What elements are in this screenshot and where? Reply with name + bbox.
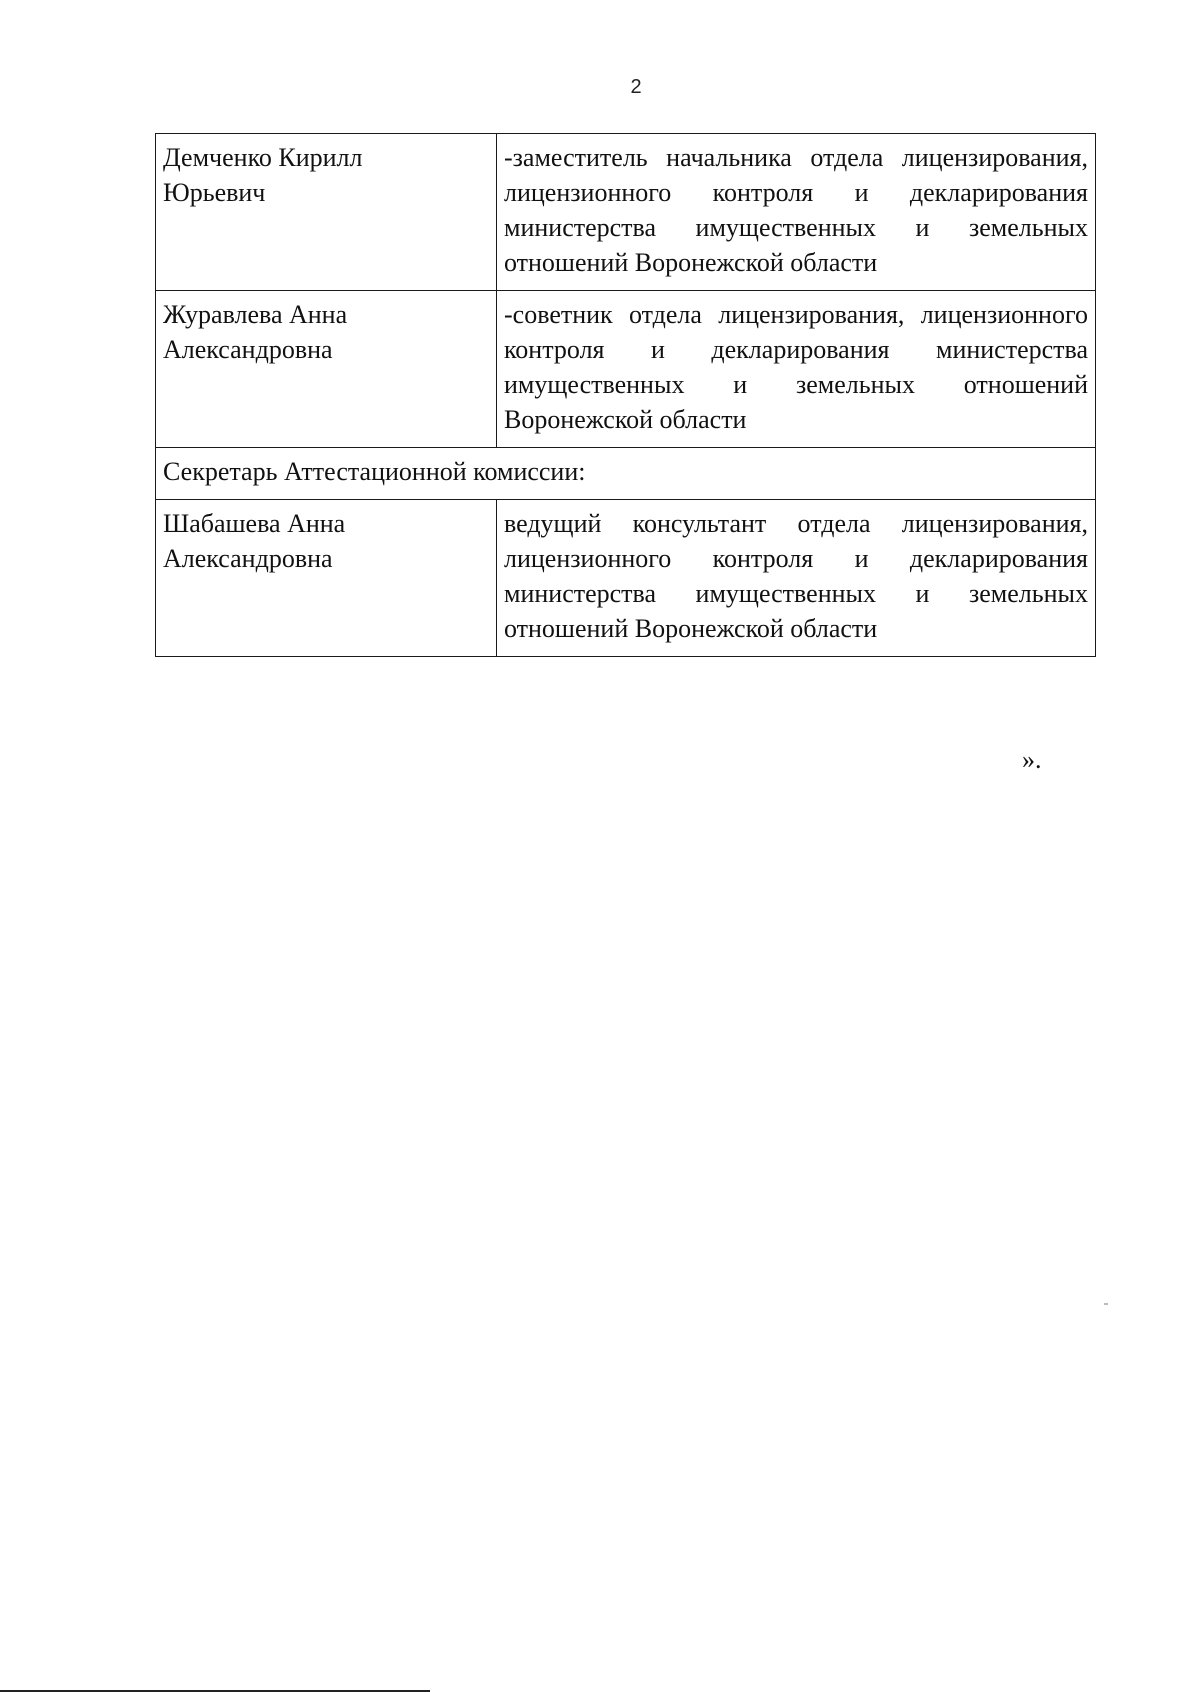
member-name-line: Александровна [163,544,333,573]
member-name-line: Юрьевич [163,178,266,207]
member-name-line: Шабашева Анна [163,509,346,538]
table-row [156,291,1096,448]
closing-quote-mark: ». [1022,745,1042,774]
secretary-section-heading: Секретарь Аттестационной комиссии: [156,448,1096,500]
page-number: 2 [630,76,642,98]
table-row [156,448,1096,500]
member-name-line: Демченко Кирилл [163,143,363,172]
member-name-cell [156,500,497,657]
member-name-cell [156,134,497,291]
table-row [156,500,1096,657]
member-name-cell [156,291,497,448]
member-role-cell: ведущий консультант отдела лицензирования, лицензионного контроля и декларирования министерства имущественных и земельных отношений Воронежской области [497,500,1096,657]
table-row [156,134,1096,291]
scan-speck [1104,1303,1108,1305]
member-role-cell: -заместитель начальника отдела лицензирования, лицензионного контроля и декларирования министерства имущественных и земельных отношений Воронежской области [497,134,1096,291]
member-role-cell: -советник отдела лицензирования, лицензионного контроля и декларирования министерства имущественных и земельных отношений Воронежской области [497,291,1096,448]
commission-members-table [155,133,1096,657]
member-name-line: Александровна [163,335,333,364]
member-name-line: Журавлева Анна [163,300,348,329]
